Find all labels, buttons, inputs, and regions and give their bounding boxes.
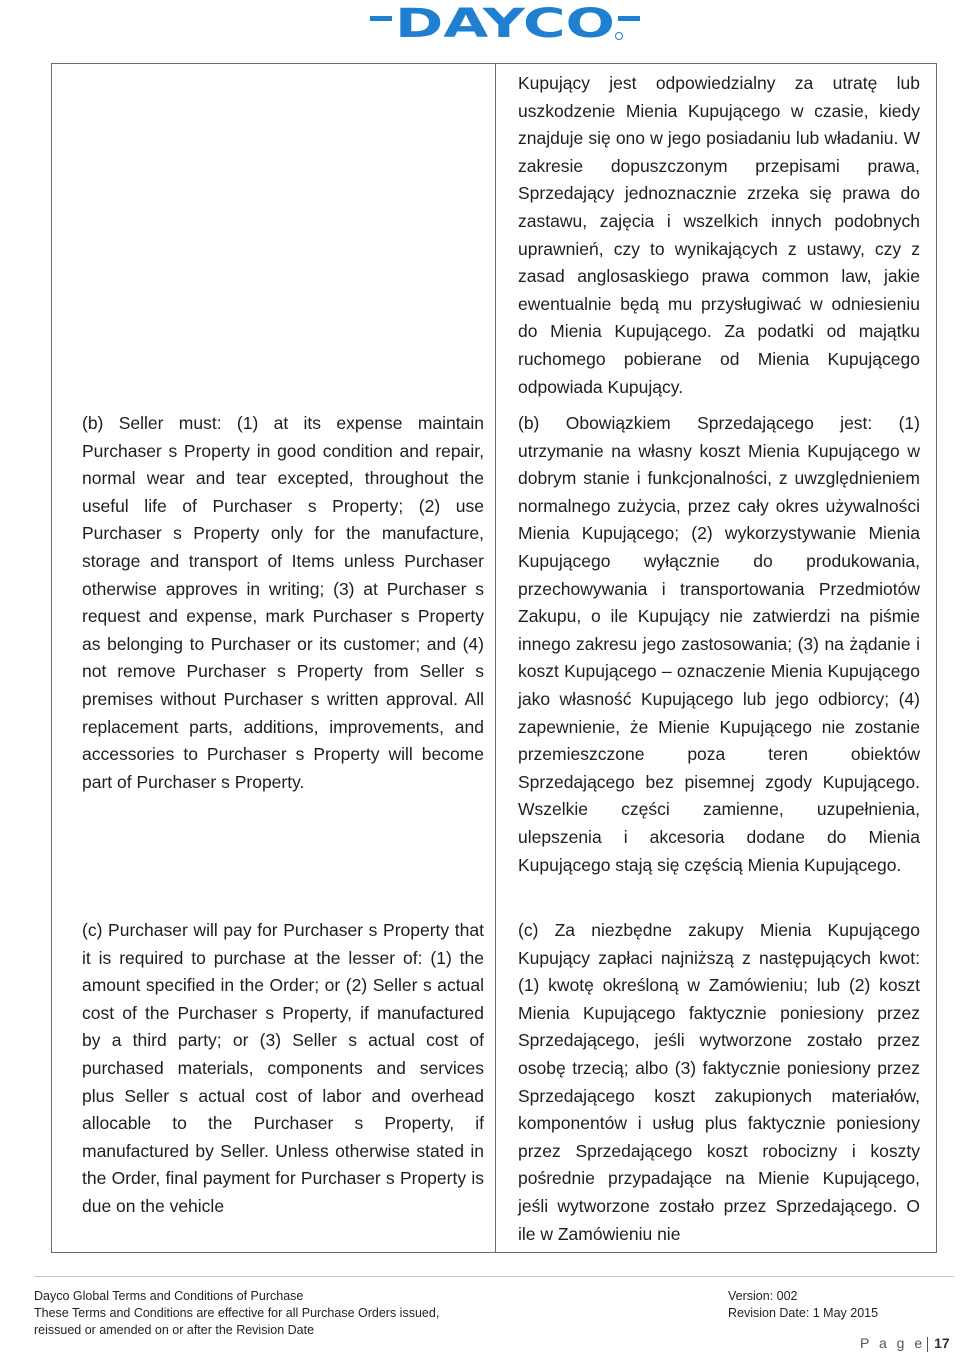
right-cell-paragraph-purchaser-property-liability: Kupujący jest odpowiedzialny za utratę lub uszkodzenie Mienia Kupującego w czasie, kiedy znajduje się ono w jego posiadaniu lub władaniu. W zakresie dopuszczonym przepisami prawa, Sprzedający jednoznacznie zrzeka się prawa do zastawu, zajęcia i wszelkich innych podobnych uprawnień, czy to wynikających z ustawy, czy z zasad anglosaskiego prawa common law, jakie ewentualnie będą mu przysługiwać w odniesieniu do Mienia Kupującego. Za podatki od majątku ruchomego pobierane od Mienia Kupującego odpowiada Kupujący.	[518, 73, 920, 397]
logo-text: DAYCO	[395, 4, 615, 42]
terms-table	[51, 63, 937, 1253]
page-label: P a g e	[860, 1335, 926, 1351]
left-cell-clause-c: (c) Purchaser will pay for Purchaser s Property that it is required to purchase at the lesser of: (1) the amount specified in the Order; or (2) Seller s actual cost of the Purchaser s Property, if manufactured by a third party; or (3) Seller s actual cost of purchased materials, components and services plus Seller s actual cost of labor and overhead allocable to the Purchaser s Property, if manufactured by Seller. Unless otherwise stated in the Order, final payment for Purchaser s Property is due on the vehicle	[82, 920, 484, 1216]
footer-document-info	[34, 1288, 439, 1339]
dayco-logo	[370, 4, 640, 42]
logo-bar-left	[370, 16, 392, 21]
page-separator	[927, 1337, 928, 1352]
footer-title: Dayco Global Terms and Conditions of Purchase	[34, 1289, 304, 1303]
footer-effective-line: These Terms and Conditions are effective for all Purchase Orders issued,	[34, 1306, 440, 1320]
column-divider	[495, 64, 496, 1252]
right-cell-clause-c: (c) Za niezbędne zakupy Mienia Kupującego Kupujący zapłaci najniższą z następujących kwot: (1) kwotę określoną w Zamówieniu; lub (2) koszt Mienia Kupującego faktycznie poniesiony przez Sprzedającego, jeśli wytworzone zostało przez osobę trzecią; albo (3) faktycznie poniesiony przez Sprzedającego koszt zakupionych materiałów, komponentów i usług plus faktycznie poniesiony przez Sprzedającego koszt robocizny i koszty pośrednie przypadające na Mienie Kupującego, jeśli wytworzone zostało przez Sprzedającego. O ile w Zamówieniu nie	[518, 920, 920, 1244]
logo-bar-right	[618, 16, 640, 21]
footer-revision-line: reissued or amended on or after the Revision Date	[34, 1323, 315, 1337]
left-cell-clause-b: (b) Seller must: (1) at its expense maintain Purchaser s Property in good condition and repair, normal wear and tear excepted, throughout the useful life of Purchaser s Property; (2) use Purchaser s Property only for the manufacture, storage and transport of Items unless Purchaser otherwise approves in writing; (3) at Purchaser s request and expense, mark Purchaser s Property as belonging to Purchaser or its customer; and (4) not remove Purchaser s Property from Seller s premises without Purchaser s written approval. All replacement parts, additions, improvements, and accessories to Purchaser s Property will become part of Purchaser s Property.	[82, 413, 484, 792]
registered-mark-icon	[616, 33, 623, 40]
footer-rule	[34, 1276, 954, 1277]
page-number	[860, 1335, 950, 1352]
footer-revision-date: Revision Date: 1 May 2015	[728, 1306, 879, 1320]
page-number-value: 17	[934, 1335, 950, 1351]
right-cell-clause-b: (b) Obowiązkiem Sprzedającego jest: (1) utrzymanie na własny koszt Mienia Kupującego w dobrym stanie i funkcjonalności, z uwzględnieniem normalnego zużycia, przez cały okres używalności Mienia Kupującego; (2) wykorzystywanie Mienia Kupującego wyłącznie do produkowania, przechowywania i transportowania Przedmiotów Zakupu, o ile Kupujący nie zatwierdzi na piśmie innego zakresu jego zastosowania; (3) na żądanie i koszt Kupującego – oznaczenie Mienia Kupującego jako własność Kupującego lub jego odbiorcy; (4) zapewnienie, że Mienie Kupującego nie zostanie przemieszczone poza teren obiektów Sprzedającego bez pisemnej zgody Kupującego. Wszelkie części zamienne, uzupełnienia, ulepszenia i akcesoria dodane do Mienia Kupującego stają się częścią Mienia Kupującego.	[518, 413, 920, 875]
footer-version-info	[728, 1288, 878, 1322]
footer-version: Version: 002	[728, 1289, 798, 1303]
